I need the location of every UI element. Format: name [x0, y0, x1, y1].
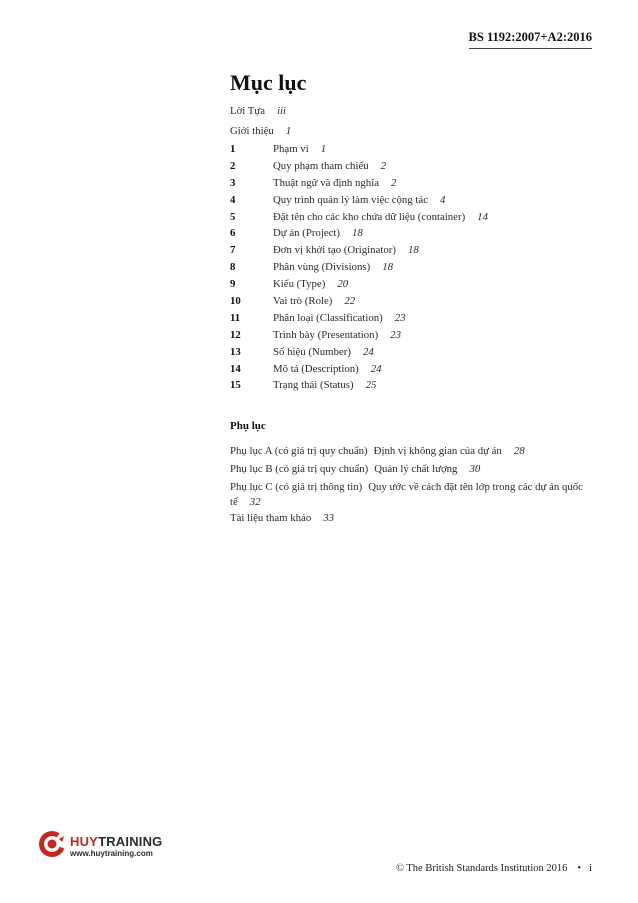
section-page: 2 — [391, 176, 397, 189]
section-number: 7 — [230, 244, 236, 257]
toc-section-row[interactable] — [230, 310, 488, 327]
section-page: 25 — [365, 379, 377, 392]
toc-entry-introduction[interactable] — [230, 125, 291, 137]
section-label: Đặt tên cho các kho chứa dữ liệu (container) — [273, 210, 466, 223]
toc-section-row[interactable] — [230, 377, 488, 394]
toc-entry-label: Giới thiệu — [230, 125, 274, 137]
section-number: 14 — [230, 362, 241, 375]
logo-name — [70, 835, 163, 848]
toc-section-row[interactable] — [230, 344, 488, 361]
toc-entry-foreword[interactable] — [230, 105, 286, 117]
section-number: 4 — [230, 193, 236, 206]
section-label: Số hiệu (Number) — [273, 345, 351, 358]
section-label: Phạm vi — [273, 143, 309, 155]
annex-page: 28 — [513, 445, 525, 457]
section-number: 15 — [230, 379, 241, 392]
section-page: 2 — [380, 159, 387, 172]
toc-entry-references[interactable] — [230, 512, 334, 524]
page-title: Mục lục — [230, 70, 307, 95]
huytraining-logo — [38, 830, 163, 863]
toc-section-row[interactable] — [230, 158, 488, 175]
annex-label: Phụ lục A (có giá trị quy chuẩn) — [230, 445, 368, 457]
section-number: 3 — [230, 176, 236, 189]
section-page: 4 — [440, 193, 446, 206]
toc-entry-page: 1 — [285, 125, 292, 137]
toc-section-row[interactable] — [230, 242, 488, 259]
section-number: 1 — [230, 143, 236, 155]
annex-heading: Phụ lục — [230, 420, 266, 432]
footer-bullet: • — [577, 863, 582, 874]
section-page: 24 — [370, 362, 382, 375]
section-page: 22 — [344, 295, 356, 308]
section-label: Trạng thái (Status) — [273, 379, 354, 392]
section-page: 23 — [394, 311, 406, 324]
annex-label: Phụ lục B (có giá trị quy chuẩn) — [230, 463, 369, 475]
toc-entry-label: Tài liệu tham khảo — [230, 512, 312, 524]
section-label: Thuật ngữ và định nghĩa — [273, 176, 380, 189]
section-page: 18 — [407, 244, 419, 257]
huytraining-logo-icon — [38, 830, 66, 863]
section-number: 5 — [230, 210, 236, 223]
toc-section-row[interactable] — [230, 175, 488, 192]
annex-title: Quản lý chất lượng — [374, 463, 458, 475]
section-number: 2 — [230, 159, 236, 172]
toc-section-list — [230, 141, 488, 394]
toc-section-row[interactable] — [230, 293, 488, 310]
annex-page: 32 — [249, 495, 261, 508]
section-number: 13 — [230, 345, 241, 358]
section-number: 6 — [230, 227, 236, 240]
section-page: 18 — [382, 261, 393, 274]
logo-wordmark — [70, 835, 163, 858]
section-label: Trình bày (Presentation) — [273, 328, 379, 341]
toc-section-row[interactable] — [230, 192, 488, 209]
logo-url: www.huytraining.com — [70, 849, 153, 858]
section-label: Kiểu (Type) — [273, 278, 326, 291]
section-page: 14 — [477, 210, 488, 223]
annex-title: Quy ước về cách đặt tên lớp trong các dự án quốc tế — [230, 481, 583, 508]
section-page: 1 — [320, 143, 327, 155]
annex-label: Phụ lục C (có giá trị thông tin) — [230, 481, 363, 493]
toc-annex-c[interactable] — [230, 480, 592, 509]
section-number: 10 — [230, 295, 241, 308]
toc-section-row[interactable] — [230, 361, 488, 378]
section-page: 23 — [390, 328, 401, 341]
section-number: 9 — [230, 278, 236, 291]
toc-section-row[interactable] — [230, 225, 488, 242]
annex-page: 30 — [469, 463, 481, 475]
running-header: BS 1192:2007+A2:2016 — [469, 30, 592, 49]
section-page: 24 — [362, 345, 374, 358]
section-page: 20 — [337, 278, 349, 291]
toc-section-row[interactable] — [230, 276, 488, 293]
section-label: Quy phạm tham chiếu — [273, 159, 369, 172]
toc-section-row[interactable] — [230, 259, 488, 276]
logo-name-part: HUY — [70, 834, 99, 849]
page-footer — [396, 863, 592, 874]
toc-section-row[interactable] — [230, 327, 488, 344]
toc-annex-a[interactable] — [230, 444, 525, 459]
page-number: i — [589, 863, 592, 874]
section-label: Mô tả (Description) — [273, 362, 359, 375]
section-label: Phân loại (Classification) — [273, 311, 383, 324]
toc-section-row[interactable] — [230, 141, 488, 158]
toc-entry-page: 33 — [323, 512, 335, 524]
section-number: 8 — [230, 261, 236, 274]
toc-section-row[interactable] — [230, 209, 488, 226]
section-number: 12 — [230, 328, 241, 341]
toc-entry-page: iii — [277, 105, 287, 117]
toc-annex-b[interactable] — [230, 462, 480, 477]
section-label: Đơn vị khởi tạo (Originator) — [273, 244, 396, 257]
annex-title: Định vị không gian của dự án — [373, 445, 502, 457]
section-number: 11 — [230, 311, 241, 324]
toc-entry-label: Lời Tựa — [230, 105, 266, 117]
section-label: Vai trò (Role) — [273, 295, 333, 308]
section-label: Dự án (Project) — [273, 227, 341, 240]
section-label: Phân vùng (Divisions) — [273, 261, 371, 274]
section-page: 18 — [352, 227, 363, 240]
logo-name-part: TRAINING — [98, 834, 163, 849]
copyright-text: © The British Standards Institution 2016 — [395, 863, 568, 874]
section-label: Quy trình quản lý làm việc cộng tác — [273, 193, 429, 206]
